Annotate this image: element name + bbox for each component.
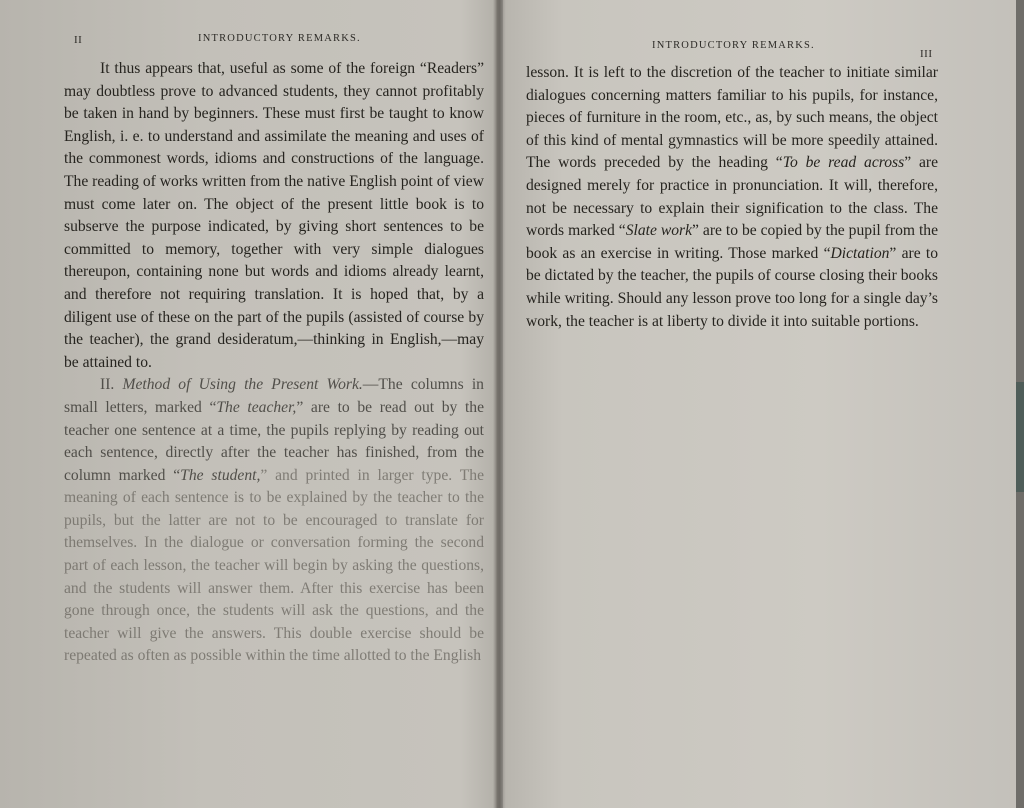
body-text bbox=[526, 62, 938, 333]
section-number: II. bbox=[100, 376, 115, 394]
body-text bbox=[64, 58, 484, 668]
paragraph-text: —The columns in small letters, marked “ bbox=[64, 376, 484, 416]
paragraph-text: ” are to be copied by the pupil from the book as an exercise in writing. Those marked “ bbox=[526, 222, 938, 262]
paragraph bbox=[526, 62, 938, 333]
page-number: II bbox=[74, 34, 83, 46]
paragraph-text: ” are to be read out by the teacher one sentence at a time, the pupils replying by reading out each sentence, directly after the teacher has finished, from the column marked “ bbox=[64, 398, 485, 484]
running-head: INTRODUCTORY REMARKS. bbox=[198, 33, 361, 44]
paragraph-text: ” are designed merely for practice in pronunciation. It will, therefore, not be necessary to explain their signification to the class. The words marked “ bbox=[526, 154, 939, 240]
paragraph-text-italic: To be read across bbox=[782, 154, 905, 172]
paragraph-text-italic: Dictation bbox=[830, 244, 890, 262]
page-number: III bbox=[920, 48, 933, 60]
book-edge-marker bbox=[1016, 382, 1024, 492]
paragraph-text: ” and printed in larger type. The meaning of each sentence is to be explained by the teacher to the pupils, but the latter are not to be encouraged to translate for themselves. In the dialogue or conversation forming the second part of each lesson, the teacher will begin by asking the questions, and the students will answer them. After this exercise has been gone through once, the students will ask the questions, and the teacher will give the answers. This double exercise should be repeated as often as possible within the time allotted to the English bbox=[64, 466, 484, 665]
section-heading: Method of Using the Present Work. bbox=[122, 376, 363, 394]
paragraph-text-italic: The student, bbox=[180, 466, 261, 484]
left-page bbox=[0, 0, 496, 808]
paragraph-text: ” are to be dictated by the teacher, the pupils of course closing their books while writing. Should any lesson prove too long for a single day’s work, the teacher is at liberty to divide it into suitable portions. bbox=[526, 244, 938, 330]
paragraph: It thus appears that, useful as some of the foreign “Readers” may doubtless prove to advanced students, they cannot profitably be taken in hand by beginners. These must first be taught to know English, i. e. to understand and assimilate the meaning and uses of the commonest words, idioms and constructions of the language. The reading of works written from the native English point of view must come later on. The object of the present little book is to subserve the purpose indicated, by giving short sentences to be committed to memory, together with very simple dialogues thereupon, containing none but words and idioms already learnt, and therefore not requiring translation. It is hoped that, by a diligent use of these on the part of the pupils (assisted of course by the teacher), the grand desideratum,—thinking in English,—may be attained to. bbox=[64, 60, 484, 371]
paragraph-text-italic: The teacher, bbox=[216, 398, 297, 416]
right-page bbox=[500, 0, 1018, 808]
paragraph bbox=[64, 374, 484, 668]
running-head: INTRODUCTORY REMARKS. bbox=[652, 40, 815, 51]
paragraph-text: lesson. It is left to the discretion of the teacher to initiate similar dialogues concerning matters familiar to his pupils, for instance, pieces of furniture in the room, etc., as, by such means, the object of this kind of mental gymnastics will be more speedily attained. The words preceded by the heading “ bbox=[526, 64, 938, 172]
paragraph-text-italic: Slate work bbox=[625, 222, 693, 240]
